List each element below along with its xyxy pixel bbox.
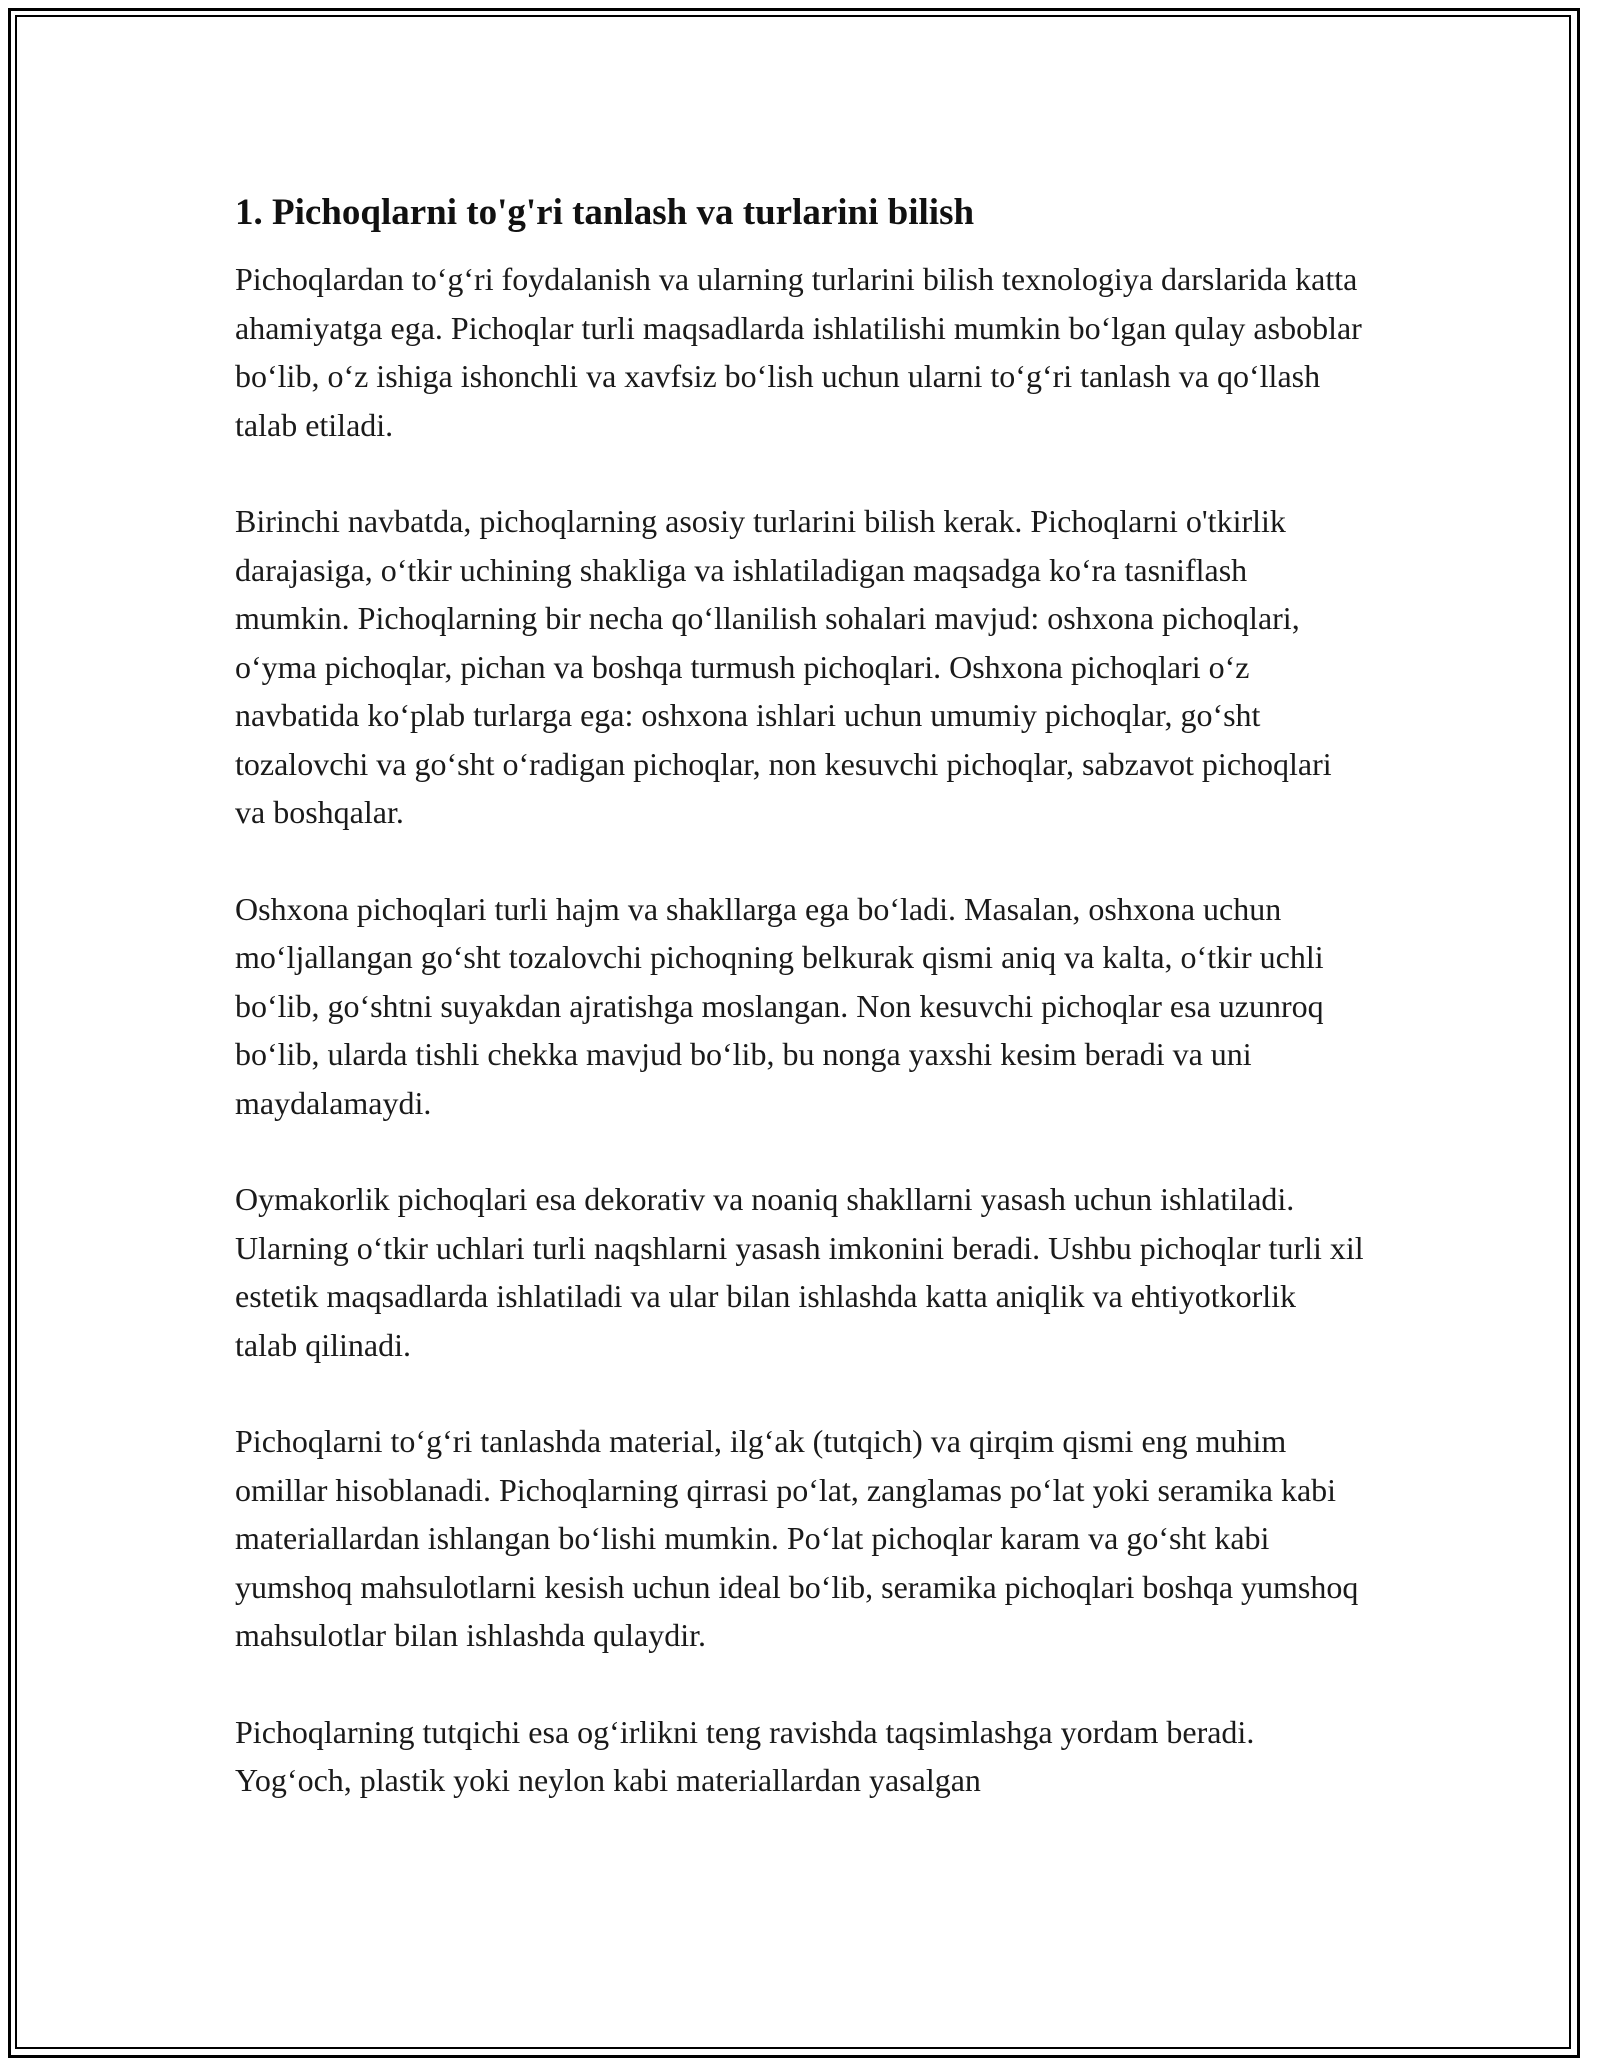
paragraph-intro: Pichoqlardan to‘g‘ri foydalanish va ularning turlarini bilish texnologiya darslarida katta ahamiyatga ega. Pichoqlar turli maqsadlarda ishlatilishi mumkin bo‘lgan qulay asboblar bo‘lib, o‘z ishiga ishonchli va xavfsiz bo‘lish uchun ularni to‘g‘ri tanlash va qo‘llash talab etiladi.: [235, 261, 1362, 443]
paragraph-materials: Pichoqlarni to‘g‘ri tanlashda material, ilg‘ak (tutqich) va qirqim qismi eng muhim omillar hisoblanadi. Pichoqlarning qirrasi po‘lat, zanglamas po‘lat yoki seramika kabi materiallardan ishlangan bo‘lishi mumkin. Po‘lat pichoqlar karam va go‘sht kabi yumshoq mahsulotlarni kesish uchun ideal bo‘lib, seramika pichoqlari boshqa yumshoq mahsulotlar bilan ishlashda qulaydir.: [235, 1423, 1359, 1653]
section-heading: 1. Pichoqlarni to'g'ri tanlash va turlarini bilish: [235, 192, 975, 233]
paragraph-handles: Pichoqlarning tutqichi esa og‘irlikni teng ravishda taqsimlashga yordam beradi. Yog‘och, plastik yoki neylon kabi materiallardan yasalgan: [235, 1713, 1255, 1798]
document-body: [235, 185, 1365, 1853]
paragraph-kitchen-knives: Oshxona pichoqlari turli hajm va shakllarga ega bo‘ladi. Masalan, oshxona uchun mo‘ljallangan go‘sht tozalovchi pichoqning belkurak qismi aniq va kalta, o‘tkir uchli bo‘lib, go‘shtni suyakdan ajratishga moslangan. Non kesuvchi pichoqlar esa uzunroq bo‘lib, ularda tishli chekka mavjud bo‘lib, bu nonga yaxshi kesim beradi va uni maydalamaydi.: [235, 890, 1324, 1121]
paragraph-knife-types: Birinchi navbatda, pichoqlarning asosiy turlarini bilish kerak. Pichoqlarni o'tkirlik darajasiga, o‘tkir uchining shakliga va ishlatiladigan maqsadga ko‘ra tasniflash mumkin. Pichoqlarning bir necha qo‘llanilish sohalari mavjud: oshxona pichoqlari, o‘yma pichoqlar, pichan va boshqa turmush pichoqlari. Oshxona pichoqlari o‘z navbatida ko‘plab turlarga ega: oshxona ishlari uchun umumiy pichoqlar, go‘sht tozalovchi va go‘sht o‘radigan pichoqlar, non kesuvchi pichoqlar, sabzavot pichoqlari va boshqalar.: [235, 503, 1332, 830]
paragraph-carving-knives: Oymakorlik pichoqlari esa dekorativ va noaniq shakllarni yasash uchun ishlatiladi. Ularning o‘tkir uchlari turli naqshlarni yasash imkonini beradi. Ushbu pichoqlar turli xil estetik maqsadlarda ishlatiladi va ular bilan ishlashda katta aniqlik va ehtiyotkorlik talab qilinadi.: [235, 1181, 1364, 1363]
